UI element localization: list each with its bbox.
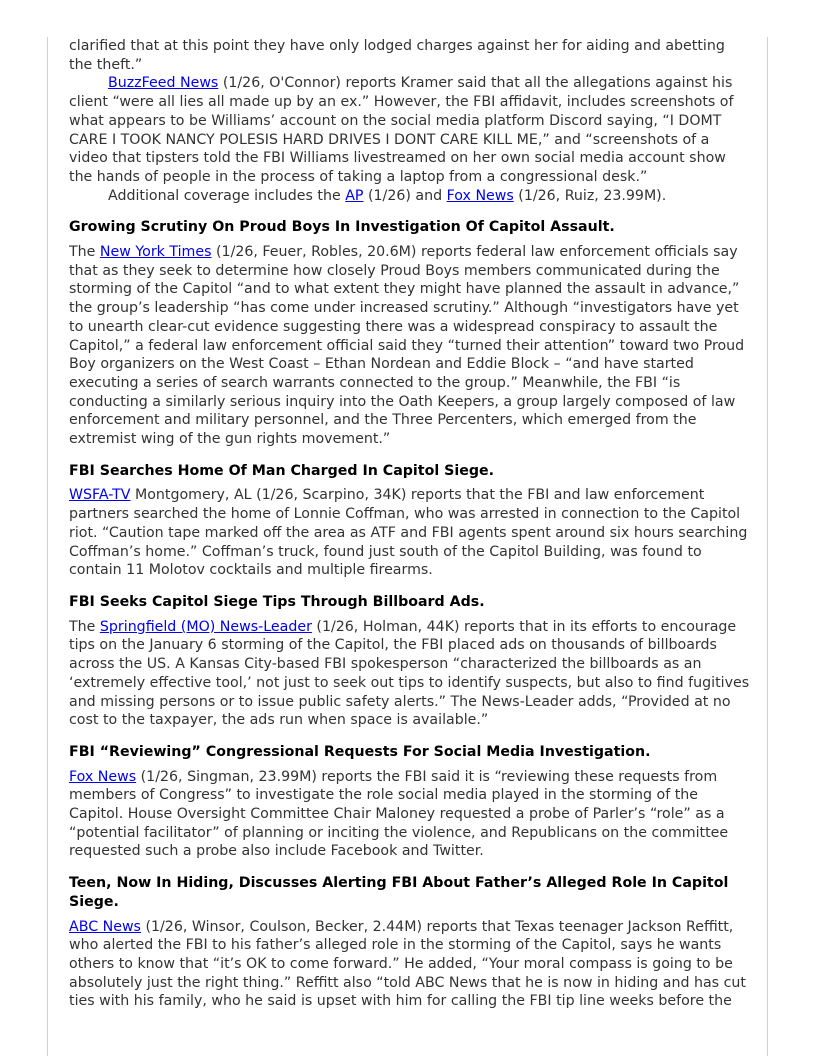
article-headline: Teen, Now In Hiding, Discusses Alerting FBI About Father’s Alleged Role In Capitol Siege. xyxy=(69,875,729,910)
article-body xyxy=(69,243,751,449)
article-headline: FBI “Reviewing” Congressional Requests For Social Media Investigation. xyxy=(69,743,651,760)
article-body xyxy=(69,486,751,580)
news-content xyxy=(69,37,751,1011)
article-body-text: (1/26, Feuer, Robles, 20.6M) reports federal law enforcement officials say that as they seek to determine how closely Proud Boys members communicated during the storming of the Capitol “and to what extent they might have planned the assault in advance,” the group’s leadership “has come under increased scrutiny.” Although “investigators have yet to unearth clear-cut evidence suggesting there was a widespread conspiracy to assault the Capitol,” a federal law enforcement official said they “turned their attention” toward two Proud Boy organizers on the West Coast – Ethan Nordean and Eddie Block – “and have started executing a series of search warrants connected to the group.” Meanwhile, the FBI “is conducting a similarly serious inquiry into the Oath Keepers, a group largely composed of law enforcement and military personnel, and the Three Percenters, which emerged from the extremist wing of the gun rights movement.” xyxy=(69,244,745,448)
article-headline: FBI Searches Home Of Man Charged In Capitol Siege. xyxy=(69,462,495,479)
source-link-springfield-news-leader[interactable]: Springfield (MO) News-Leader xyxy=(99,618,312,635)
page-frame xyxy=(47,37,768,1056)
article-body-text: Montgomery, AL (1/26, Scarpino, 34K) reports that the FBI and law enforcement partners searched the home of Lonnie Coffman, who was arrested in connection to the Capitol riot. “Caution tape marked off the area as ATF and FBI agents spent around six hours searching Coffman’s home.” Coffman’s truck, found just south of the Capitol Building, was found to contain 11 Molotov cocktails and multiple firearms. xyxy=(69,487,748,579)
buzzfeed-news-link[interactable]: BuzzFeed News xyxy=(108,75,219,92)
article-headline: Growing Scrutiny On Proud Boys In Investigation Of Capitol Assault. xyxy=(69,219,615,236)
article-body-pre: The xyxy=(69,244,100,261)
source-link-wsfa-tv[interactable]: WSFA-TV xyxy=(69,487,131,504)
article-body-text: (1/26, Singman, 23.99M) reports the FBI said it is “reviewing these requests from members of Congress” to investigate the role social media played in the storming of the Capitol. House Oversight Committee Chair Maloney requested a probe of Parler’s “role” as a “potential facilitator” of planning or inciting the violence, and Republicans on the committee requested such a probe also include Facebook and Twitter. xyxy=(69,768,729,860)
intro-paragraph-2-text: (1/26, O'Connor) reports Kramer said that all the allegations against his client “were all lies all made up by an ex.” However, the FBI affidavit, includes screenshots of what appears to be Williams’ account on the social media platform Discord saying, “I DOMT CARE I TOOK NANCY POLESIS HARD DRIVES I DONT CARE KILL ME,” and “screenshots of a video that tipsters told the FBI Williams livestreamed on her own social media account show the hands of people in the process of taking a laptop from a congressional desk.” xyxy=(69,75,734,185)
article-body-pre: The xyxy=(69,618,100,635)
article-body xyxy=(69,618,751,730)
intro-paragraph-2 xyxy=(69,74,751,186)
article-body xyxy=(69,768,751,862)
article-body-text: (1/26, Holman, 44K) reports that in its efforts to encourage tips on the January 6 storming of the Capitol, the FBI placed ads on thousands of billboards across the US. A Kansas City-based FBI spokesperson “characterized the billboards as an ‘extremely effective tool,’ not just to seek out tips to identify suspects, but also to find fugitives and missing persons or to issue public safety alerts.” The News-Leader adds, “Provided at no cost to the taxpayer, the ads run when space is available.” xyxy=(69,618,750,729)
intro-paragraph-3-mid: (1/26) and xyxy=(363,187,447,204)
intro-paragraph-3 xyxy=(69,187,751,206)
fox-news-link[interactable]: Fox News xyxy=(446,187,514,204)
intro-paragraph-3-post: (1/26, Ruiz, 23.99M). xyxy=(513,187,667,204)
article-body xyxy=(69,918,751,1012)
source-link-new-york-times[interactable]: New York Times xyxy=(99,244,212,261)
source-link-fox-news[interactable]: Fox News xyxy=(69,768,137,785)
ap-link[interactable]: AP xyxy=(345,187,364,204)
source-link-abc-news[interactable]: ABC News xyxy=(69,918,141,935)
intro-paragraph-3-pre: Additional coverage includes the xyxy=(108,187,346,204)
article-body-text: (1/26, Winsor, Coulson, Becker, 2.44M) reports that Texas teenager Jackson Reffitt, who alerted the FBI to his father’s alleged role in the storming of the Capitol, says he wants others to know that “it’s OK to come forward.” He added, “Your moral compass is going to be absolutely just the right thing.” Reffitt also “told ABC News that he is now in hiding and has cut ties with his family, who he said is upset with him for calling the FBI tip line weeks before the xyxy=(69,918,746,1010)
intro-paragraph-1: clarified that at this point they have only lodged charges against her for aiding and abetting the theft.” xyxy=(69,38,725,73)
article-headline: FBI Seeks Capitol Siege Tips Through Billboard Ads. xyxy=(69,593,485,610)
